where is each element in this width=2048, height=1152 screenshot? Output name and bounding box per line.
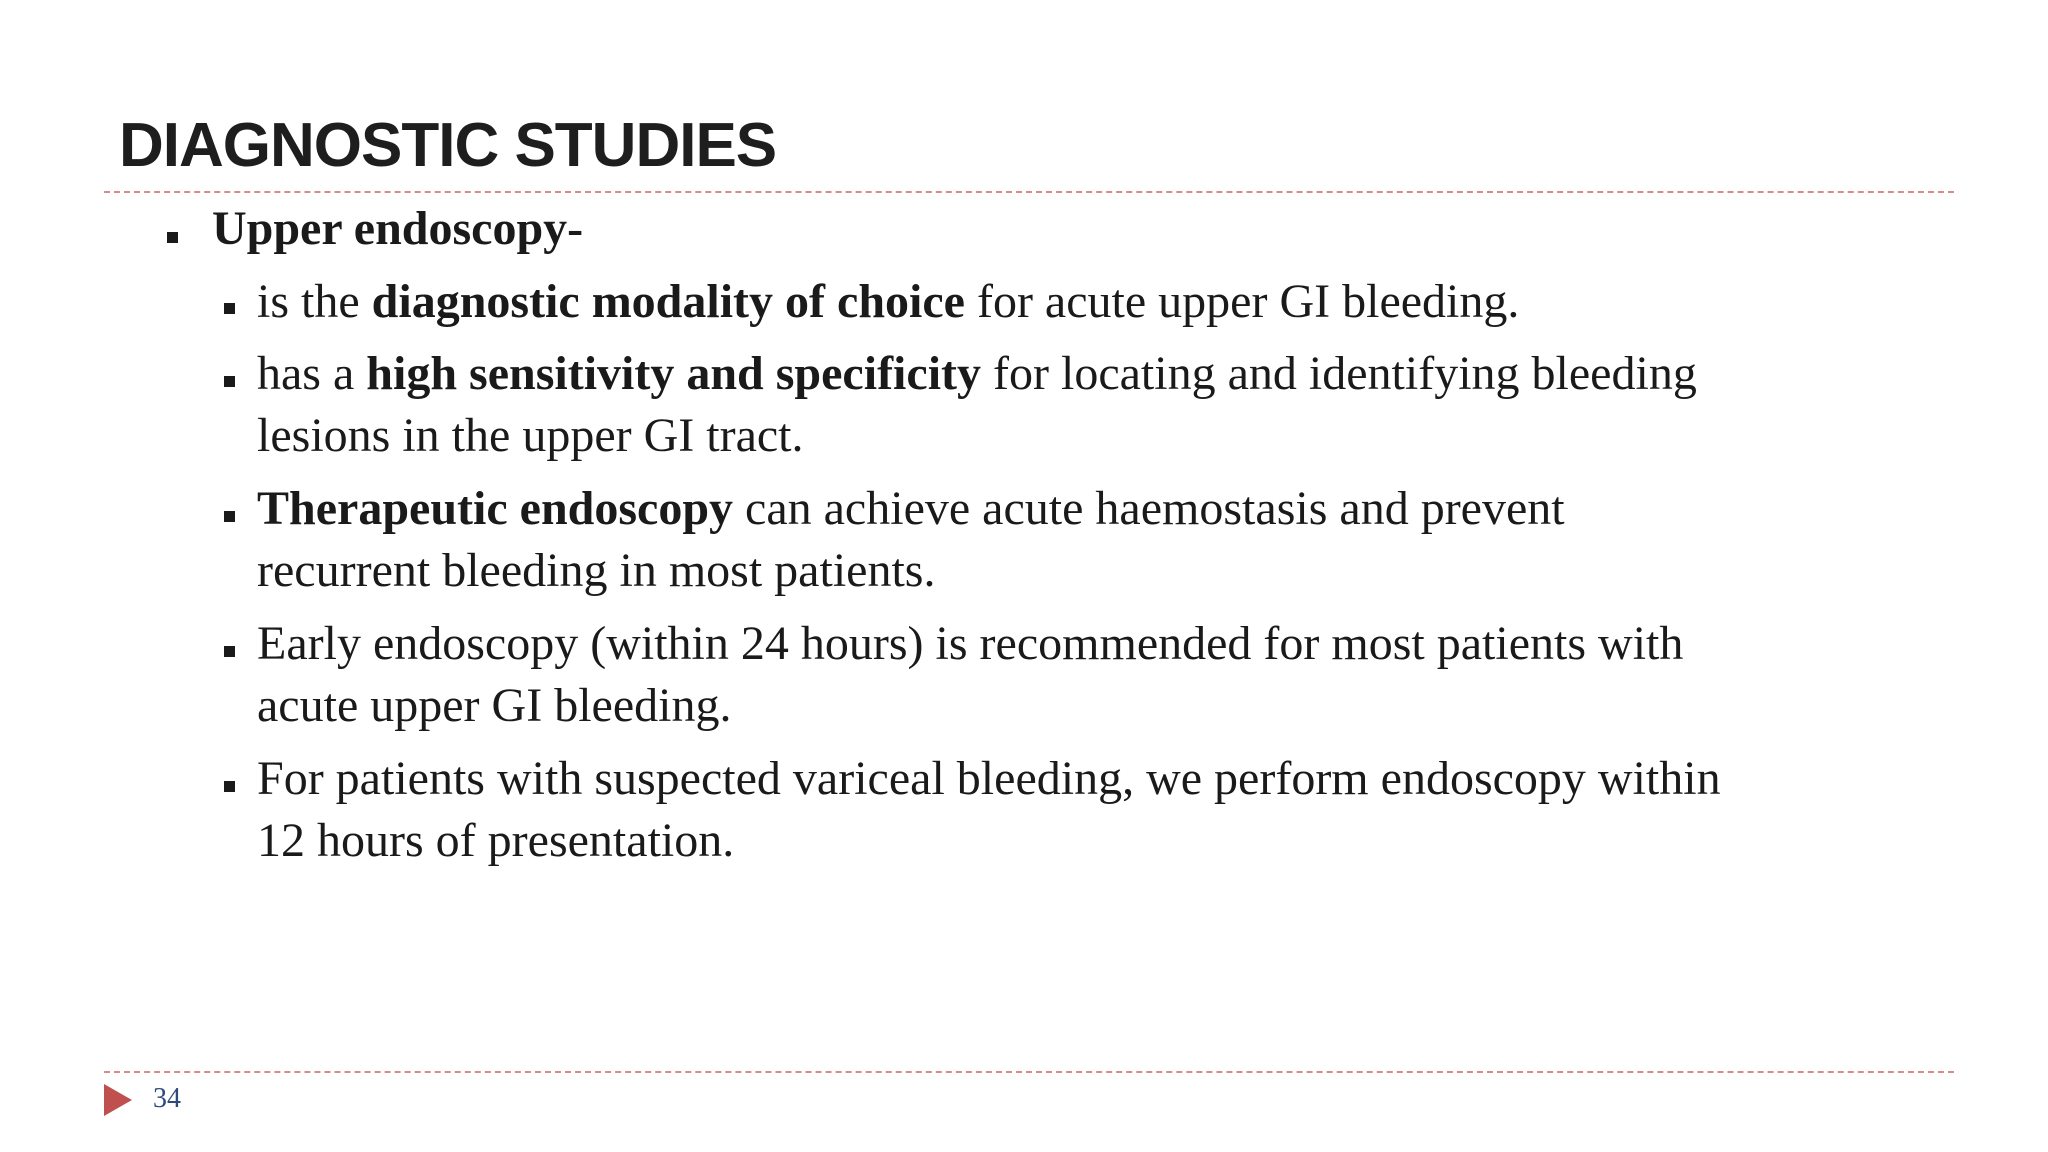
list-item — [257, 478, 1957, 540]
square-bullet-icon — [224, 376, 235, 387]
square-bullet-icon — [224, 303, 235, 314]
footer-divider — [104, 1071, 1954, 1073]
list-item — [257, 748, 1957, 810]
list-item-text: can achieve acute haemostasis and prevent — [733, 482, 1565, 535]
list-item-continuation: recurrent bleeding in most patients. — [257, 544, 936, 597]
list-item-emphasis: high sensitivity and specificity — [366, 347, 982, 400]
list-item-continuation: lesions in the upper GI tract. — [257, 409, 804, 462]
slide-title: DIAGNOSTIC STUDIES — [119, 111, 777, 180]
list-item-text: for locating and identifying bleeding — [981, 347, 1697, 400]
list-item-text: Early endoscopy (within 24 hours) is recommended for most patients with — [257, 617, 1684, 670]
list-item-emphasis: diagnostic modality of choice — [371, 275, 965, 328]
list-item-text: is the — [257, 275, 372, 328]
square-bullet-icon — [167, 232, 178, 243]
title-divider — [104, 191, 1954, 193]
list-item-continuation: 12 hours of presentation. — [257, 814, 735, 867]
list-item-continuation: acute upper GI bleeding. — [257, 679, 732, 732]
page-number: 34 — [153, 1083, 181, 1114]
list-item — [257, 613, 1957, 675]
list-item-text: for acute upper GI bleeding. — [964, 275, 1520, 328]
list-item-text: has a — [257, 347, 367, 400]
list-item-emphasis: Therapeutic endoscopy — [257, 482, 734, 535]
list-item — [257, 343, 1957, 405]
square-bullet-icon — [224, 646, 235, 657]
square-bullet-icon — [224, 781, 235, 792]
square-bullet-icon — [224, 511, 235, 522]
list-item — [257, 271, 1957, 333]
play-triangle-icon — [104, 1084, 132, 1116]
section-heading: Upper endoscopy- — [212, 202, 584, 255]
list-item-text: For patients with suspected variceal bleeding, we perform endoscopy within — [257, 752, 1721, 805]
